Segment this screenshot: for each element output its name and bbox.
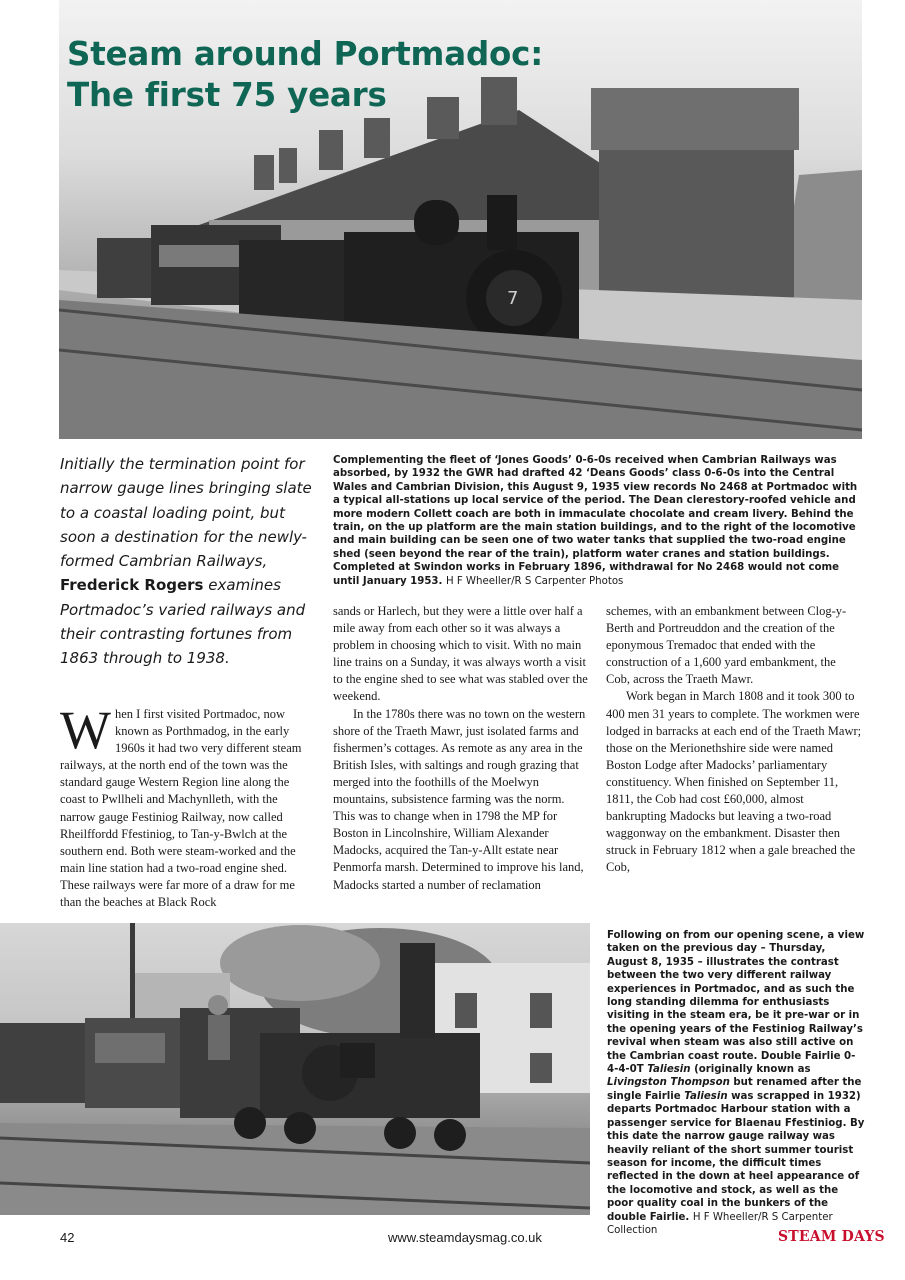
second-photo-illustration: [0, 923, 590, 1215]
body-text: hen I first visited Portmadoc, now known as Porthmadog, in the early 1960s it had two very different steam railways, at the north end of the town was the standard gauge Western Region line along the coast to Pwllheli and Machynlleth, with the narrow gauge Festiniog Railway, now called Rheilffordd Ffestiniog, to Tan-y-Bwlch at the southern end. Both were steam-worked and the main line station had a two-road engine shed. These railways were far more of a draw for me than the beaches at Black Rock: [60, 707, 302, 910]
body-paragraph: In the 1780s there was no town on the western shore of the Traeth Mawr, just isolated farms and fishermen’s cottages. As remote as any area in the British Isles, with saltings and rough grazing that merged into the foothills of the Moelwyn mountains, subsistence farming was the norm. This was to change when in 1798 the MP for Boston in Lincolnshire, William Alexander Madocks, acquired the Tan-y-Allt estate near Penmorfa marsh. Determined to improve his land, Madocks started a number of reclamation: [333, 706, 586, 892]
body-column-3: [606, 603, 862, 877]
body-paragraph: Work began in March 1808 and it took 300 to 400 men 31 years to complete. The workmen were lodged in barracks at each end of the Traeth Mawr; those on the Merionethshire side were named Boston Lodge after Madocks’ parliamentary constituency. When finished on September 11, 1811, the Cob had cost £60,000, almost bankrupting Madocks but leaving a two-road waggonway on the embankment. Disaster then struck in February 1812 when a gale breached the Cob,: [606, 689, 862, 875]
article-headline: [67, 34, 543, 116]
body-paragraph: sands or Harlech, but they were a little over half a mile away from each other so it was always a problem in choosing which to visit. With no main line trains on a Sunday, it was always worth a visit to the engine shed to see what was stabled over the weekend.: [333, 604, 588, 704]
lead-photo-credit: H F Wheeller/R S Carpenter Photos: [445, 575, 624, 587]
website-url[interactable]: www.steamdaysmag.co.uk: [388, 1230, 542, 1245]
lead-caption-text: Complementing the fleet of ‘Jones Goods’ 0-6-0s received when Cambrian Railways was absorbed, by 1932 the GWR had drafted 42 ‘Deans Goods’ class 0-6-0s into the Central Wales and Cambrian Division, this August 9, 1935 view records No 2468 at Portmadoc with a typical all-stations up local service of the period. The Dean clerestory-roofed vehicle and more modern Collett coach are both in immaculate chocolate and cream livery. Behind the train, on the up platform are the main station buildings, and to the right of the locomotive and main building can be seen one of two water tanks that supplied the two-road engine shed (seen beyond the rear of the train), platform water cranes and station buildings. Completed at Swindon works in February 1896, withdrawal for No 2468 would not come until January 1953.: [333, 455, 858, 587]
caption-text: Following on from our opening scene, a view taken on the previous day – Thursday, August 8, 1935 – illustrates the contrast between the two very different railway experiences in Portmadoc, and as such the long standing dilemma for enthusiasts visiting in the steam era, be it pre-war or in the opening years of the Festiniog Railway’s revival when steam was also still active on the Cambrian coast route. Double Fairlie 0-4-4-0T: [607, 930, 865, 1076]
caption-text: was scrapped in 1932) departs Portmadoc Harbour station with a passenger service for Blaenau Ffestiniog. By this date the narrow gauge railway was heavily reliant of the short summer tourist season for income, the difficult times reflected in the down at heel appearance of the locomotive and stock, as well as the poor quality coal in the bunkers of the double Fairlie.: [607, 1090, 865, 1223]
loco-name: Taliesin: [647, 1064, 691, 1076]
headline-line-2: The first 75 years: [67, 76, 387, 114]
body-paragraph: [60, 700, 316, 911]
page-number: 42: [60, 1230, 75, 1245]
second-photograph: [0, 923, 590, 1215]
smokebox-number: 7: [507, 288, 519, 309]
loco-name: Livingston Thompson: [607, 1077, 730, 1089]
drop-cap: W: [60, 700, 111, 760]
caption-text: (originally known as: [694, 1064, 811, 1076]
standfirst-outro: examines Portmadoc’s varied railways and their contrasting fortunes from 1863 through to 1938.: [60, 576, 306, 668]
magazine-logo: STEAM DAYS: [778, 1228, 885, 1246]
second-photo-credit: H F Wheeller/R S Carpenter Collection: [607, 1211, 833, 1236]
standfirst: [60, 452, 315, 671]
caption-text: but renamed after the single Fairlie: [607, 1077, 862, 1102]
headline-line-1: Steam around Portmadoc:: [67, 35, 543, 73]
standfirst-intro: Initially the termination point for narrow gauge lines bringing slate to a coastal loading point, but soon a destination for the newly-formed Cambrian Railways,: [60, 455, 312, 571]
body-paragraph: schemes, with an embankment between Clog-y-Berth and Portreuddon and the creation of the eponymous Tremadoc that ended with the construction of a 1,600 yard embankment, the Cob, across the Traeth Mawr.: [606, 604, 847, 687]
lead-photo-caption: [333, 454, 863, 588]
lead-photograph: [59, 0, 862, 439]
body-column-2: [333, 603, 589, 894]
second-photo-caption: [607, 929, 865, 1237]
body-column-1: [60, 700, 316, 911]
author-name: Frederick Rogers: [60, 576, 204, 595]
loco-name: Taliesin: [684, 1090, 728, 1102]
